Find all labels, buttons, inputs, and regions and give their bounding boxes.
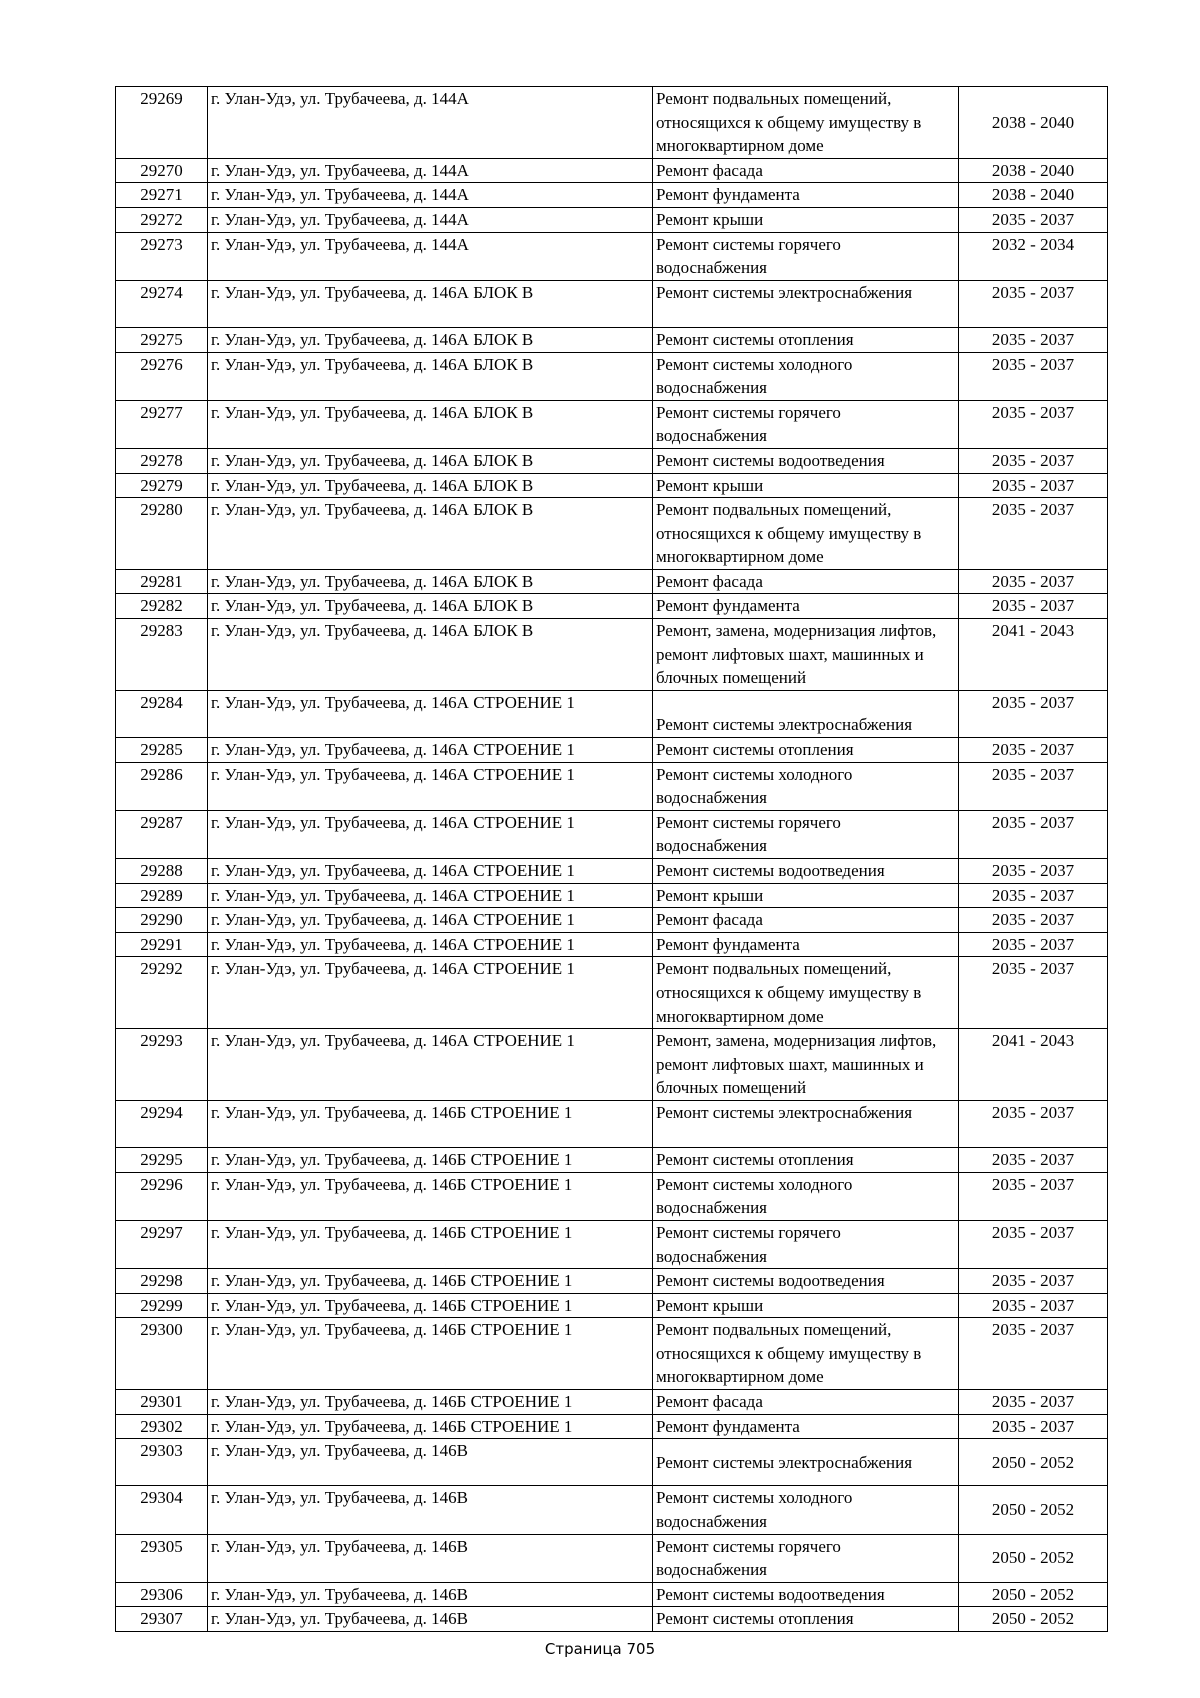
address-cell: г. Улан-Удэ, ул. Трубачеева, д. 146А СТРОЕНИЕ 1 (208, 810, 653, 858)
address-cell: г. Улан-Удэ, ул. Трубачеева, д. 146Б СТРОЕНИЕ 1 (208, 1269, 653, 1294)
table-row (116, 810, 1108, 858)
address-cell: г. Улан-Удэ, ул. Трубачеева, д. 146А БЛОК В (208, 498, 653, 570)
address-cell: г. Улан-Удэ, ул. Трубачеева, д. 146А СТРОЕНИЕ 1 (208, 883, 653, 908)
record-id-cell: 29294 (116, 1100, 208, 1147)
table-row (116, 352, 1108, 400)
work-type-cell: Ремонт подвальных помещений, относящихся к общему имуществу в многоквартирном доме (653, 957, 959, 1029)
period-cell: 2050 - 2052 (959, 1486, 1108, 1534)
period-cell: 2035 - 2037 (959, 1318, 1108, 1390)
record-id-cell: 29275 (116, 327, 208, 352)
period-cell: 2035 - 2037 (959, 1148, 1108, 1173)
table-row (116, 932, 1108, 957)
table-row (116, 1486, 1108, 1534)
period-cell: 2035 - 2037 (959, 448, 1108, 473)
period-cell: 2035 - 2037 (959, 352, 1108, 400)
table-row (116, 1582, 1108, 1607)
table-row (116, 1318, 1108, 1390)
period-cell: 2038 - 2040 (959, 183, 1108, 208)
work-type-cell: Ремонт системы холодного водоснабжения (653, 1486, 959, 1534)
period-cell: 2035 - 2037 (959, 690, 1108, 737)
table-row (116, 473, 1108, 498)
work-type-cell: Ремонт системы горячего водоснабжения (653, 810, 959, 858)
record-id-cell: 29306 (116, 1582, 208, 1607)
record-id-cell: 29281 (116, 569, 208, 594)
work-type-cell: Ремонт системы электроснабжения (653, 1100, 959, 1147)
address-cell: г. Улан-Удэ, ул. Трубачеева, д. 146А СТРОЕНИЕ 1 (208, 859, 653, 884)
record-id-cell: 29276 (116, 352, 208, 400)
period-cell: 2035 - 2037 (959, 1414, 1108, 1439)
record-id-cell: 29292 (116, 957, 208, 1029)
period-cell: 2032 - 2034 (959, 232, 1108, 280)
address-cell: г. Улан-Удэ, ул. Трубачеева, д. 146А СТРОЕНИЕ 1 (208, 762, 653, 810)
record-id-cell: 29290 (116, 908, 208, 933)
work-type-cell: Ремонт системы водоотведения (653, 859, 959, 884)
table-row (116, 957, 1108, 1029)
work-type-cell: Ремонт системы водоотведения (653, 1582, 959, 1607)
period-cell: 2035 - 2037 (959, 1172, 1108, 1220)
work-type-cell: Ремонт фасада (653, 1390, 959, 1415)
table-row (116, 762, 1108, 810)
address-cell: г. Улан-Удэ, ул. Трубачеева, д. 146В (208, 1486, 653, 1534)
table-row (116, 1414, 1108, 1439)
work-type-cell: Ремонт системы электроснабжения (653, 280, 959, 327)
table-row (116, 738, 1108, 763)
record-id-cell: 29295 (116, 1148, 208, 1173)
address-cell: г. Улан-Удэ, ул. Трубачеева, д. 146А БЛОК В (208, 619, 653, 691)
table-row (116, 327, 1108, 352)
address-cell: г. Улан-Удэ, ул. Трубачеева, д. 146А БЛОК В (208, 280, 653, 327)
work-type-cell: Ремонт системы водоотведения (653, 448, 959, 473)
table-row (116, 908, 1108, 933)
period-cell: 2035 - 2037 (959, 957, 1108, 1029)
record-id-cell: 29305 (116, 1534, 208, 1582)
table-row (116, 1439, 1108, 1486)
address-cell: г. Улан-Удэ, ул. Трубачеева, д. 146В (208, 1607, 653, 1632)
address-cell: г. Улан-Удэ, ул. Трубачеева, д. 146Б СТРОЕНИЕ 1 (208, 1390, 653, 1415)
address-cell: г. Улан-Удэ, ул. Трубачеева, д. 146А СТРОЕНИЕ 1 (208, 957, 653, 1029)
record-id-cell: 29284 (116, 690, 208, 737)
table-row (116, 448, 1108, 473)
record-id-cell: 29288 (116, 859, 208, 884)
table-row (116, 1220, 1108, 1268)
record-id-cell: 29298 (116, 1269, 208, 1294)
table-row (116, 859, 1108, 884)
work-type-cell: Ремонт системы горячего водоснабжения (653, 400, 959, 448)
record-id-cell: 29280 (116, 498, 208, 570)
period-cell: 2035 - 2037 (959, 498, 1108, 570)
work-type-cell: Ремонт фасада (653, 908, 959, 933)
period-cell: 2035 - 2037 (959, 473, 1108, 498)
record-id-cell: 29270 (116, 158, 208, 183)
table-row (116, 1607, 1108, 1632)
address-cell: г. Улан-Удэ, ул. Трубачеева, д. 144А (208, 207, 653, 232)
address-cell: г. Улан-Удэ, ул. Трубачеева, д. 146В (208, 1439, 653, 1486)
work-type-cell: Ремонт системы холодного водоснабжения (653, 352, 959, 400)
work-type-cell: Ремонт системы водоотведения (653, 1269, 959, 1294)
period-cell: 2035 - 2037 (959, 883, 1108, 908)
address-cell: г. Улан-Удэ, ул. Трубачеева, д. 146Б СТРОЕНИЕ 1 (208, 1220, 653, 1268)
period-cell: 2035 - 2037 (959, 908, 1108, 933)
work-type-cell: Ремонт системы отопления (653, 1607, 959, 1632)
period-cell: 2050 - 2052 (959, 1607, 1108, 1632)
record-id-cell: 29279 (116, 473, 208, 498)
record-id-cell: 29286 (116, 762, 208, 810)
period-cell: 2035 - 2037 (959, 738, 1108, 763)
period-cell: 2035 - 2037 (959, 280, 1108, 327)
work-type-cell: Ремонт подвальных помещений, относящихся к общему имуществу в многоквартирном доме (653, 87, 959, 159)
address-cell: г. Улан-Удэ, ул. Трубачеева, д. 146В (208, 1534, 653, 1582)
record-id-cell: 29307 (116, 1607, 208, 1632)
period-cell: 2035 - 2037 (959, 762, 1108, 810)
table-body (116, 87, 1108, 1632)
work-type-cell: Ремонт системы горячего водоснабжения (653, 1220, 959, 1268)
address-cell: г. Улан-Удэ, ул. Трубачеева, д. 146Б СТРОЕНИЕ 1 (208, 1293, 653, 1318)
record-id-cell: 29277 (116, 400, 208, 448)
address-cell: г. Улан-Удэ, ул. Трубачеева, д. 144А (208, 183, 653, 208)
period-cell: 2050 - 2052 (959, 1534, 1108, 1582)
work-type-cell: Ремонт системы горячего водоснабжения (653, 1534, 959, 1582)
work-type-cell: Ремонт, замена, модернизация лифтов, ремонт лифтовых шахт, машинных и блочных помещений (653, 1029, 959, 1101)
table-row (116, 400, 1108, 448)
table-row (116, 619, 1108, 691)
record-id-cell: 29293 (116, 1029, 208, 1101)
address-cell: г. Улан-Удэ, ул. Трубачеева, д. 146А СТРОЕНИЕ 1 (208, 690, 653, 737)
table-row (116, 232, 1108, 280)
record-id-cell: 29299 (116, 1293, 208, 1318)
address-cell: г. Улан-Удэ, ул. Трубачеева, д. 146А БЛОК В (208, 400, 653, 448)
record-id-cell: 29282 (116, 594, 208, 619)
period-cell: 2035 - 2037 (959, 1390, 1108, 1415)
work-type-cell: Ремонт системы отопления (653, 738, 959, 763)
repair-schedule-table (115, 86, 1108, 1632)
address-cell: г. Улан-Удэ, ул. Трубачеева, д. 146Б СТРОЕНИЕ 1 (208, 1318, 653, 1390)
table-row (116, 690, 1108, 737)
table-row (116, 1534, 1108, 1582)
period-cell: 2035 - 2037 (959, 932, 1108, 957)
period-cell: 2035 - 2037 (959, 1269, 1108, 1294)
table-row (116, 183, 1108, 208)
record-id-cell: 29278 (116, 448, 208, 473)
address-cell: г. Улан-Удэ, ул. Трубачеева, д. 146А СТРОЕНИЕ 1 (208, 1029, 653, 1101)
address-cell: г. Улан-Удэ, ул. Трубачеева, д. 146Б СТРОЕНИЕ 1 (208, 1172, 653, 1220)
period-cell: 2035 - 2037 (959, 594, 1108, 619)
work-type-cell: Ремонт крыши (653, 473, 959, 498)
record-id-cell: 29291 (116, 932, 208, 957)
table-row (116, 280, 1108, 327)
work-type-cell: Ремонт системы горячего водоснабжения (653, 232, 959, 280)
work-type-cell: Ремонт крыши (653, 883, 959, 908)
period-cell: 2050 - 2052 (959, 1439, 1108, 1486)
period-cell: 2035 - 2037 (959, 1100, 1108, 1147)
work-type-cell: Ремонт системы холодного водоснабжения (653, 762, 959, 810)
period-cell: 2035 - 2037 (959, 327, 1108, 352)
address-cell: г. Улан-Удэ, ул. Трубачеева, д. 146Б СТРОЕНИЕ 1 (208, 1414, 653, 1439)
record-id-cell: 29272 (116, 207, 208, 232)
record-id-cell: 29289 (116, 883, 208, 908)
record-id-cell: 29304 (116, 1486, 208, 1534)
table-row (116, 1293, 1108, 1318)
work-type-cell: Ремонт системы отопления (653, 1148, 959, 1173)
table-row (116, 87, 1108, 159)
work-type-cell: Ремонт фундамента (653, 1414, 959, 1439)
record-id-cell: 29273 (116, 232, 208, 280)
address-cell: г. Улан-Удэ, ул. Трубачеева, д. 144А (208, 232, 653, 280)
table-row (116, 1029, 1108, 1101)
period-cell: 2050 - 2052 (959, 1582, 1108, 1607)
work-type-cell: Ремонт фасада (653, 158, 959, 183)
table-row (116, 569, 1108, 594)
address-cell: г. Улан-Удэ, ул. Трубачеева, д. 146Б СТРОЕНИЕ 1 (208, 1148, 653, 1173)
work-type-cell: Ремонт крыши (653, 207, 959, 232)
record-id-cell: 29303 (116, 1439, 208, 1486)
record-id-cell: 29271 (116, 183, 208, 208)
period-cell: 2035 - 2037 (959, 207, 1108, 232)
work-type-cell: Ремонт подвальных помещений, относящихся к общему имуществу в многоквартирном доме (653, 1318, 959, 1390)
period-cell: 2041 - 2043 (959, 619, 1108, 691)
table-row (116, 1172, 1108, 1220)
record-id-cell: 29296 (116, 1172, 208, 1220)
table-row (116, 498, 1108, 570)
address-cell: г. Улан-Удэ, ул. Трубачеева, д. 146Б СТРОЕНИЕ 1 (208, 1100, 653, 1147)
record-id-cell: 29269 (116, 87, 208, 159)
work-type-cell: Ремонт, замена, модернизация лифтов, ремонт лифтовых шахт, машинных и блочных помещений (653, 619, 959, 691)
record-id-cell: 29297 (116, 1220, 208, 1268)
period-cell: 2035 - 2037 (959, 810, 1108, 858)
page-number: Страница 705 (544, 1640, 656, 1658)
table-row (116, 158, 1108, 183)
record-id-cell: 29302 (116, 1414, 208, 1439)
table-row (116, 883, 1108, 908)
address-cell: г. Улан-Удэ, ул. Трубачеева, д. 146А БЛОК В (208, 327, 653, 352)
work-type-cell: Ремонт фундамента (653, 183, 959, 208)
period-cell: 2035 - 2037 (959, 400, 1108, 448)
work-type-cell: Ремонт системы отопления (653, 327, 959, 352)
work-type-cell: Ремонт фасада (653, 569, 959, 594)
record-id-cell: 29283 (116, 619, 208, 691)
work-type-cell: Ремонт фундамента (653, 932, 959, 957)
table-row (116, 1390, 1108, 1415)
address-cell: г. Улан-Удэ, ул. Трубачеева, д. 146А БЛОК В (208, 473, 653, 498)
work-type-cell: Ремонт системы холодного водоснабжения (653, 1172, 959, 1220)
period-cell: 2041 - 2043 (959, 1029, 1108, 1101)
address-cell: г. Улан-Удэ, ул. Трубачеева, д. 146А СТРОЕНИЕ 1 (208, 932, 653, 957)
table-row (116, 207, 1108, 232)
record-id-cell: 29274 (116, 280, 208, 327)
period-cell: 2038 - 2040 (959, 87, 1108, 159)
record-id-cell: 29285 (116, 738, 208, 763)
period-cell: 2035 - 2037 (959, 569, 1108, 594)
address-cell: г. Улан-Удэ, ул. Трубачеева, д. 146А БЛОК В (208, 448, 653, 473)
work-type-cell: Ремонт подвальных помещений, относящихся к общему имуществу в многоквартирном доме (653, 498, 959, 570)
address-cell: г. Улан-Удэ, ул. Трубачеева, д. 146А СТРОЕНИЕ 1 (208, 738, 653, 763)
record-id-cell: 29300 (116, 1318, 208, 1390)
table-row (116, 1100, 1108, 1147)
table-row (116, 1148, 1108, 1173)
address-cell: г. Улан-Удэ, ул. Трубачеева, д. 146А СТРОЕНИЕ 1 (208, 908, 653, 933)
work-type-cell: Ремонт системы электроснабжения (653, 690, 959, 737)
work-type-cell: Ремонт крыши (653, 1293, 959, 1318)
address-cell: г. Улан-Удэ, ул. Трубачеева, д. 144А (208, 158, 653, 183)
address-cell: г. Улан-Удэ, ул. Трубачеева, д. 144А (208, 87, 653, 159)
address-cell: г. Улан-Удэ, ул. Трубачеева, д. 146А БЛОК В (208, 569, 653, 594)
record-id-cell: 29287 (116, 810, 208, 858)
table-row (116, 1269, 1108, 1294)
period-cell: 2035 - 2037 (959, 1293, 1108, 1318)
period-cell: 2035 - 2037 (959, 1220, 1108, 1268)
period-cell: 2038 - 2040 (959, 158, 1108, 183)
address-cell: г. Улан-Удэ, ул. Трубачеева, д. 146В (208, 1582, 653, 1607)
address-cell: г. Улан-Удэ, ул. Трубачеева, д. 146А БЛОК В (208, 594, 653, 619)
period-cell: 2035 - 2037 (959, 859, 1108, 884)
record-id-cell: 29301 (116, 1390, 208, 1415)
work-type-cell: Ремонт системы электроснабжения (653, 1439, 959, 1486)
table-row (116, 594, 1108, 619)
address-cell: г. Улан-Удэ, ул. Трубачеева, д. 146А БЛОК В (208, 352, 653, 400)
work-type-cell: Ремонт фундамента (653, 594, 959, 619)
